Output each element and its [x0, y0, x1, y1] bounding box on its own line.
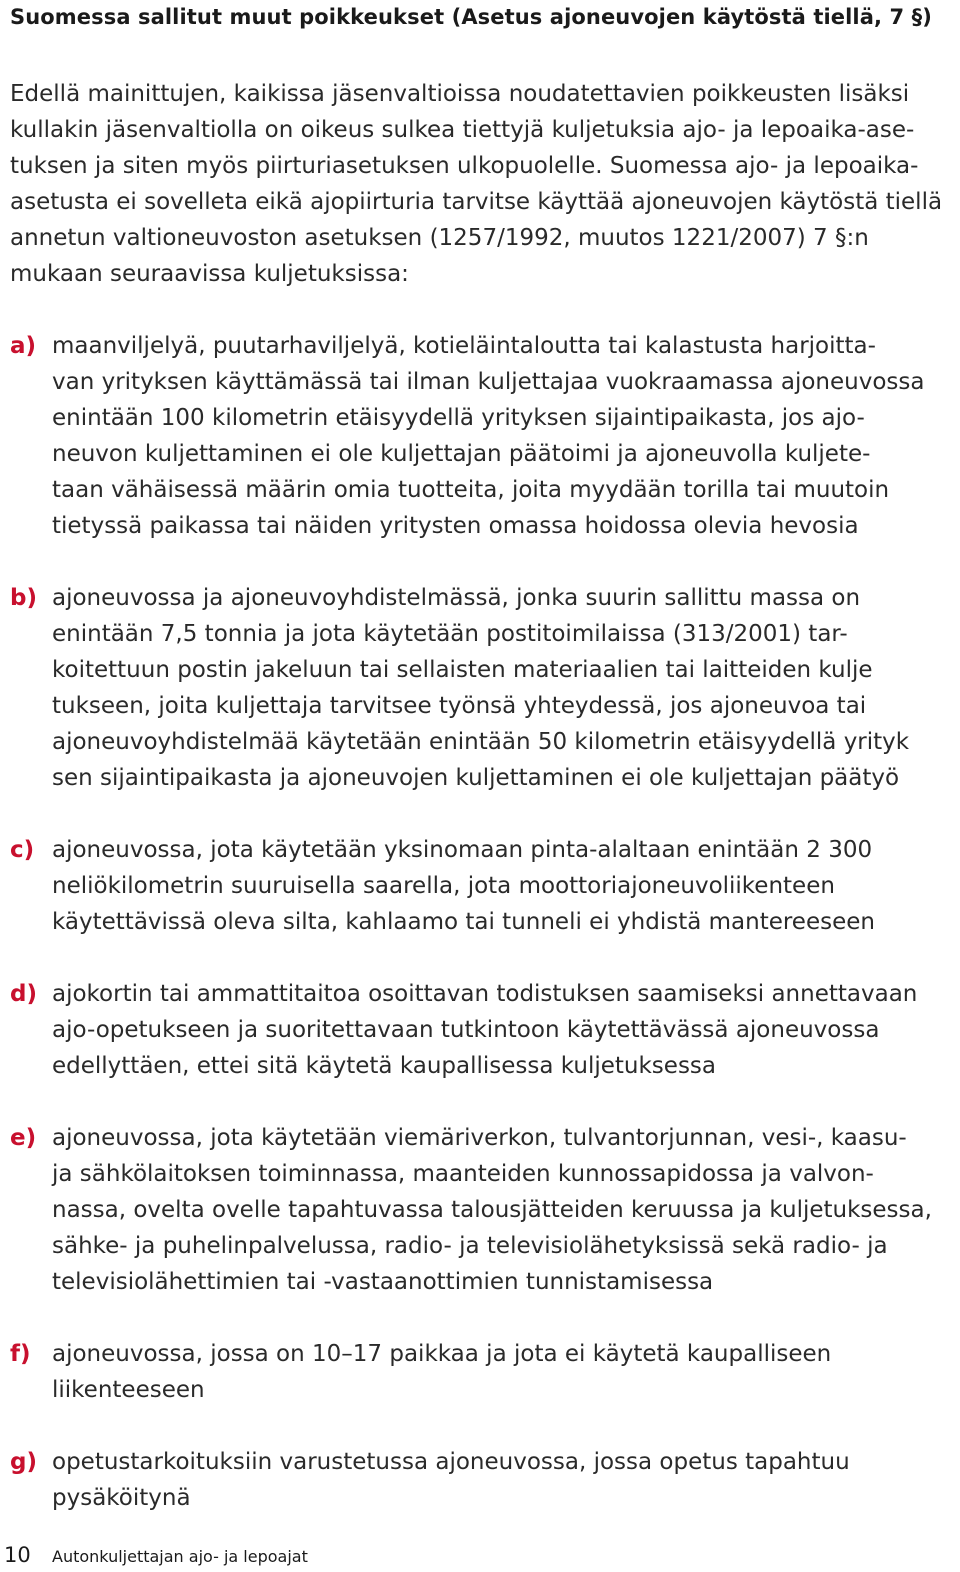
list-item-text: [52, 976, 952, 1084]
list-item-text: [52, 580, 952, 796]
list-item-line: tukseen, joita kuljettaja tarvitsee työnsä yhteydessä, jos ajoneuvoa tai: [52, 693, 867, 719]
list-item-text: [52, 1444, 952, 1516]
list-item-line: liikenteeseen: [52, 1377, 205, 1403]
list-item-line: televisiolähettimien tai -vastaanottimien tunnistamisessa: [52, 1269, 714, 1295]
list-item-line: ajo-opetukseen ja suoritettavaan tutkintoon käytettävässä ajoneuvossa: [52, 1017, 880, 1043]
intro-line: tuksen ja siten myös piirturiasetuksen ulkopuolelle. Suomessa ajo- ja lepoaika-: [10, 153, 919, 179]
list-item-line: ajokortin tai ammattitaitoa osoittavan todistuksen saamiseksi annettavaan: [52, 981, 918, 1007]
list-item-line: ajoneuvossa, jota käytetään yksinomaan pinta-alaltaan enintään 2 300: [52, 837, 873, 863]
page-number: 10: [4, 1543, 31, 1567]
list-item-line: maanviljelyä, puutarhaviljelyä, kotieläintaloutta tai kalastusta harjoitta-: [52, 333, 876, 359]
list-item-line: enintään 100 kilometrin etäisyydellä yrityksen sijaintipaikasta, jos ajo-: [52, 405, 865, 431]
list-item-letter: a): [10, 333, 37, 359]
list-item-letter: f): [10, 1341, 31, 1367]
list-item-line: van yrityksen käyttämässä tai ilman kuljettajaa vuokraamassa ajoneuvossa: [52, 369, 925, 395]
footer-title: Autonkuljettajan ajo- ja lepoajat: [52, 1547, 308, 1566]
list-item-line: edellyttäen, ettei sitä käytetä kaupallisessa kuljetuksessa: [52, 1053, 717, 1079]
intro-line: kullakin jäsenvaltiolla on oikeus sulkea tiettyjä kuljetuksia ajo- ja lepoaika-ase-: [10, 117, 915, 143]
list-item-letter: c): [10, 837, 35, 863]
list-item-letter: e): [10, 1125, 37, 1151]
list-item-line: ajoneuvossa, jota käytetään viemäriverkon, tulvantorjunnan, vesi-, kaasu-: [52, 1125, 907, 1151]
section-heading: Suomessa sallitut muut poikkeukset (Asetus ajoneuvojen käytöstä tiellä, 7 §): [10, 5, 932, 29]
intro-line: annetun valtioneuvoston asetuksen (1257/1992, muutos 1221/2007) 7 §:n: [10, 225, 869, 251]
list-item-line: nassa, ovelta ovelle tapahtuvassa talousjätteiden keruussa ja kuljetuksessa,: [52, 1197, 932, 1223]
intro-paragraph: [10, 76, 955, 292]
list-item-text: [52, 1336, 952, 1408]
list-item-line: tietyssä paikassa tai näiden yritysten omassa hoidossa olevia hevosia: [52, 513, 859, 539]
list-item-letter: d): [10, 981, 37, 1007]
list-item-line: pysäköitynä: [52, 1485, 191, 1511]
list-item-letter: b): [10, 585, 37, 611]
list-item-line: sen sijaintipaikasta ja ajoneuvojen kuljettaminen ei ole kuljettajan päätyö: [52, 765, 900, 791]
list-item-line: sähke- ja puhelinpalvelussa, radio- ja televisiolähetyksissä sekä radio- ja: [52, 1233, 888, 1259]
list-item-letter: g): [10, 1449, 37, 1475]
intro-line: mukaan seuraavissa kuljetuksissa:: [10, 261, 409, 287]
list-item-text: [52, 832, 952, 940]
list-item-line: opetustarkoituksiin varustetussa ajoneuvossa, jossa opetus tapahtuu: [52, 1449, 850, 1475]
intro-line: Edellä mainittujen, kaikissa jäsenvaltioissa noudatettavien poikkeusten lisäksi: [10, 81, 910, 107]
list-item-text: [52, 328, 952, 544]
list-item-line: taan vähäisessä määrin omia tuotteita, joita myydään torilla tai muutoin: [52, 477, 890, 503]
list-item-line: neliökilometrin suuruisella saarella, jota moottoriajoneuvoliikenteen: [52, 873, 835, 899]
page-footer: [0, 1540, 960, 1570]
list-item-line: neuvon kuljettaminen ei ole kuljettajan päätoimi ja ajoneuvolla kuljete-: [52, 441, 871, 467]
list-item-line: ja sähkölaitoksen toiminnassa, maanteiden kunnossapidossa ja valvon-: [52, 1161, 874, 1187]
list-item-line: enintään 7,5 tonnia ja jota käytetään postitoimilaissa (313/2001) tar-: [52, 621, 848, 647]
list-item-text: [52, 1120, 952, 1300]
list-item-line: käytettävissä oleva silta, kahlaamo tai tunneli ei yhdistä mantereeseen: [52, 909, 875, 935]
list-item-line: ajoneuvossa ja ajoneuvoyhdistelmässä, jonka suurin sallittu massa on: [52, 585, 861, 611]
intro-line: asetusta ei sovelleta eikä ajopiirturia tarvitse käyttää ajoneuvojen käytöstä tiellä: [10, 189, 943, 215]
list-item-line: koitettuun postin jakeluun tai sellaisten materiaalien tai laitteiden kulje: [52, 657, 873, 683]
list-item-line: ajoneuvoyhdistelmää käytetään enintään 50 kilometrin etäisyydellä yrityk: [52, 729, 910, 755]
list-item-line: ajoneuvossa, jossa on 10–17 paikkaa ja jota ei käytetä kaupalliseen: [52, 1341, 832, 1367]
